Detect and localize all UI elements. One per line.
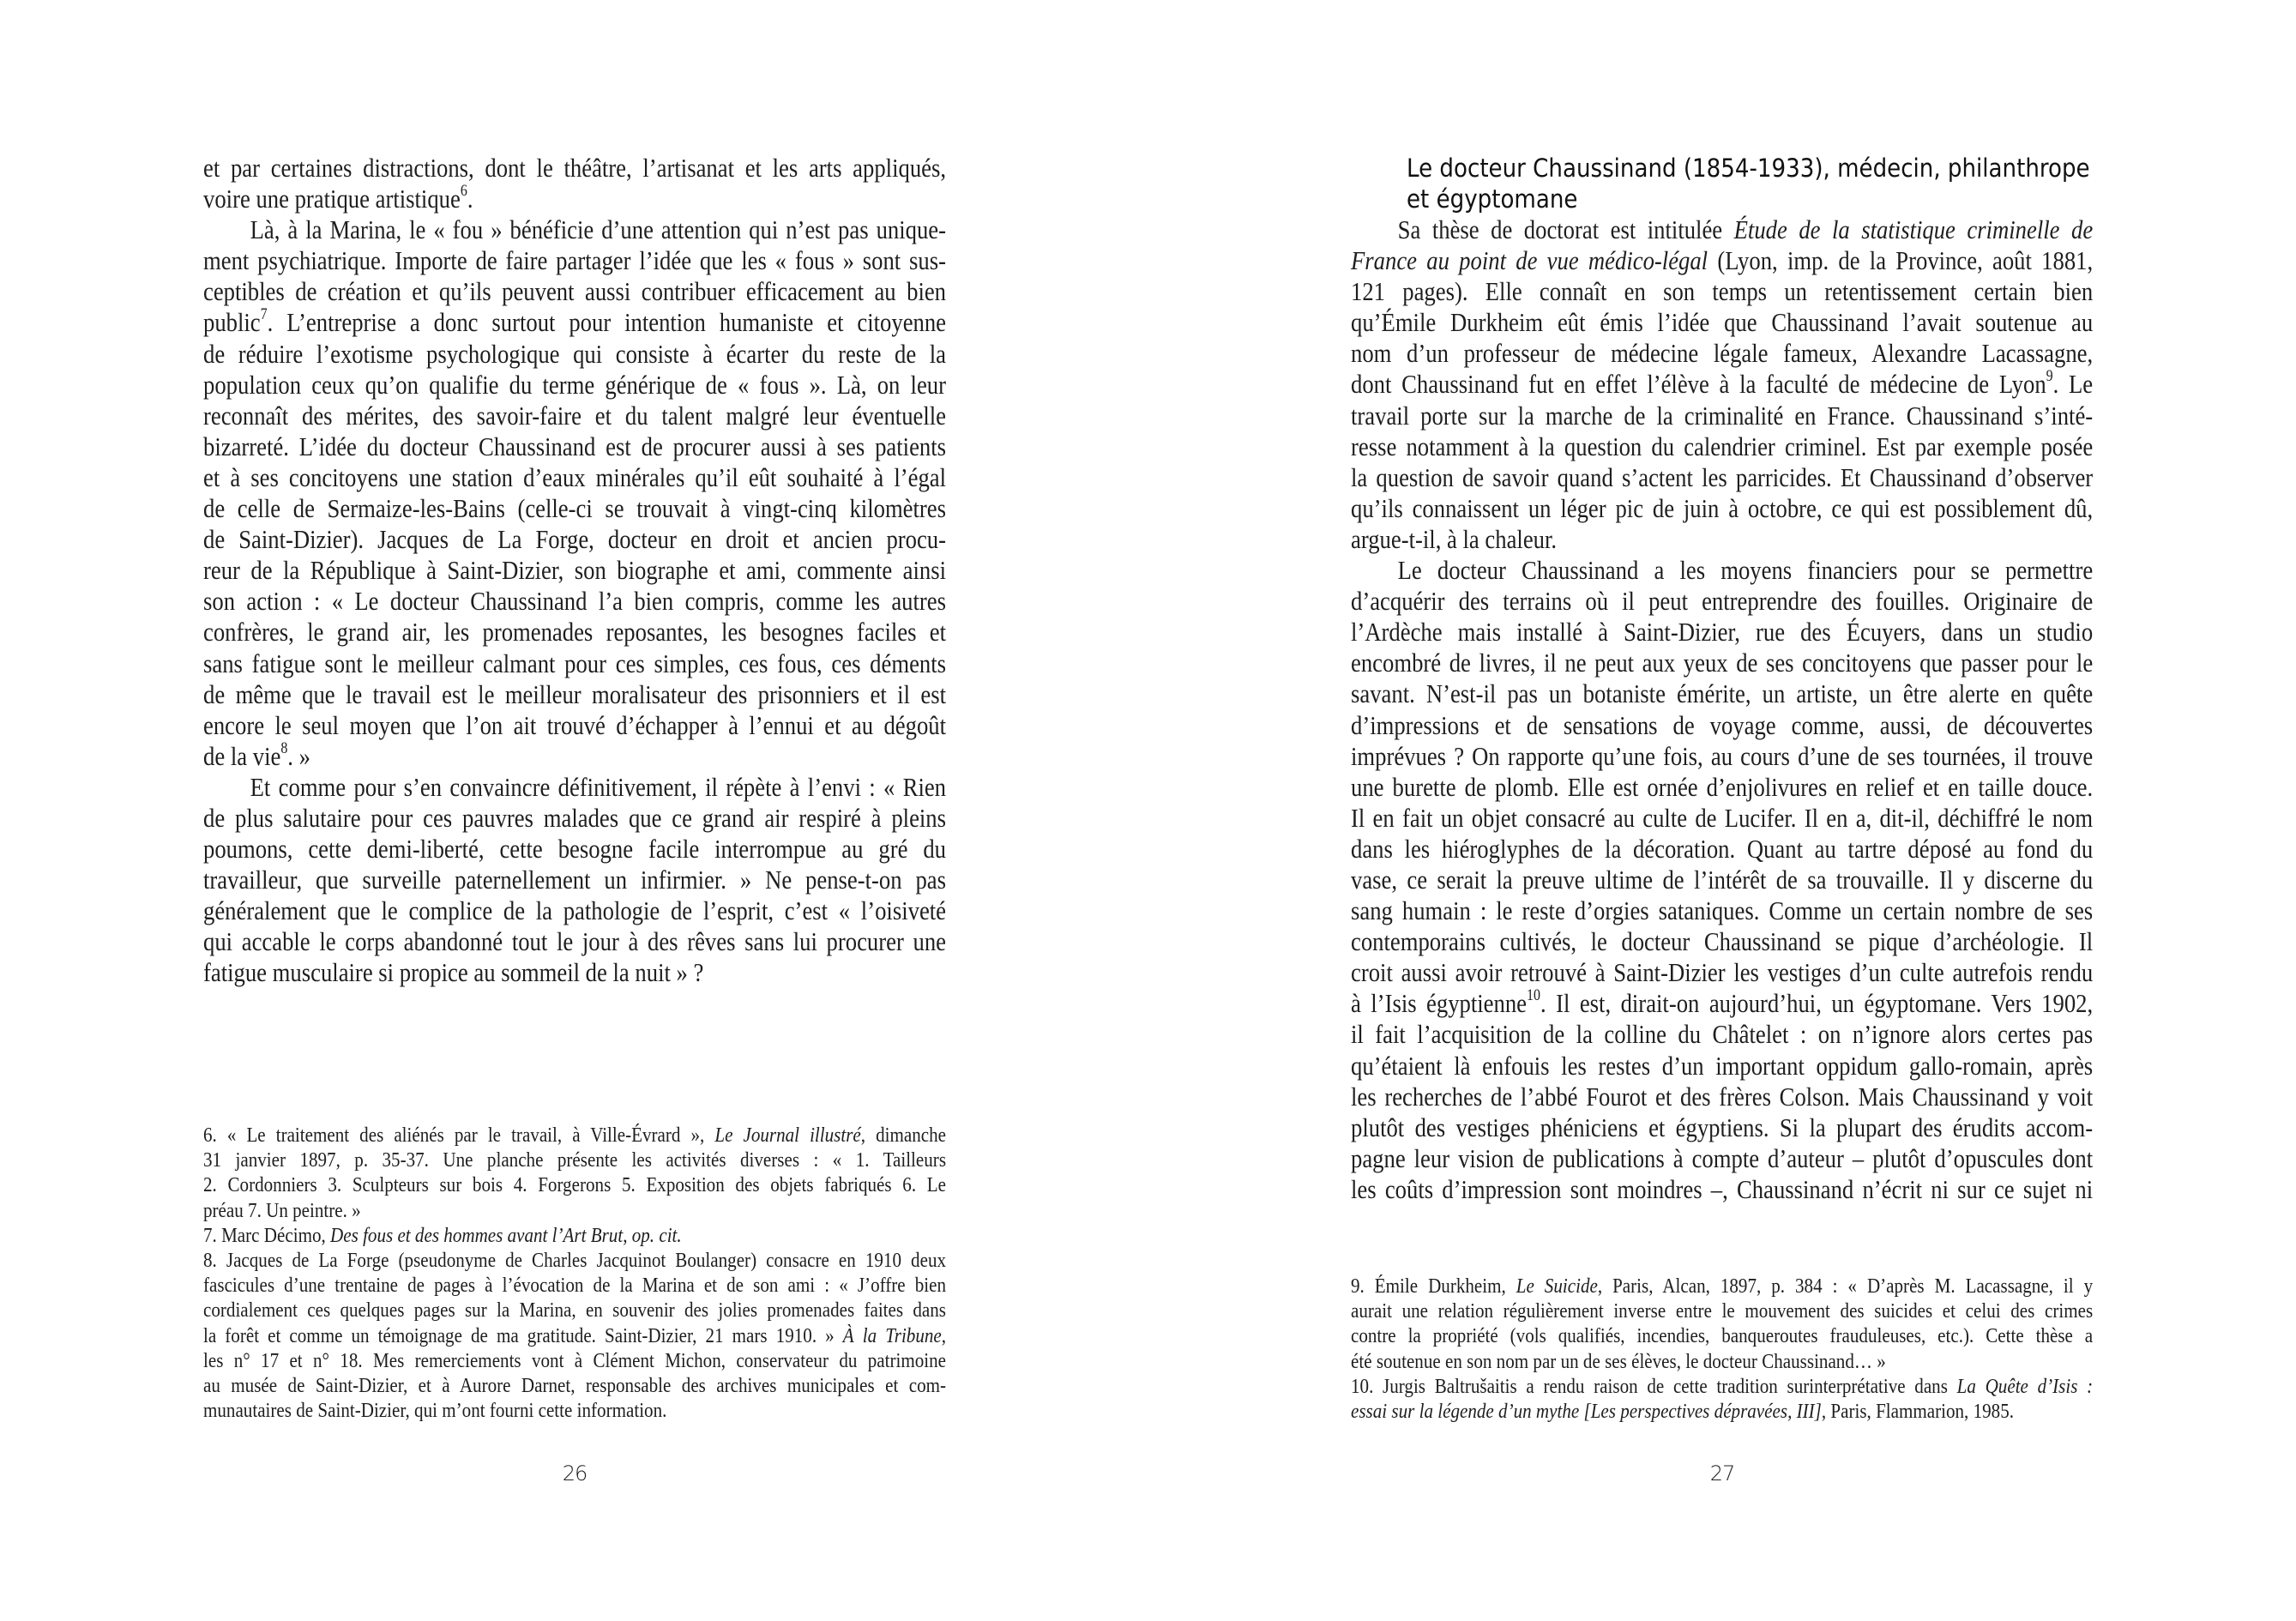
text-segment: imprévues ? On rapporte qu’une fois, au cours d’une de ses tournées, il trouve [1351, 740, 2094, 771]
text-segment: , [623, 1223, 632, 1247]
text-segment: argue-t-il, à la chaleur. [1351, 523, 1558, 554]
text-line [1351, 1051, 2093, 1082]
text-line [1351, 957, 2093, 988]
text-segment: Des fous et des hommes avant l’Art Brut [330, 1223, 624, 1247]
text-line [1351, 1082, 2093, 1112]
text-segment: vase, ce serait la preuve ultime de l’intérêt de sa trouvaille. Il y discerne du [1351, 864, 2094, 895]
right-body-text [1351, 214, 2093, 1205]
text-line [203, 679, 946, 710]
text-line [1351, 803, 2093, 834]
text-line [203, 214, 946, 245]
text-line [1351, 1323, 2093, 1348]
text-line [203, 1248, 946, 1273]
left-footnotes [203, 1123, 946, 1423]
text-segment: qu’étaient là enfouis les restes d’un important oppidum gallo-romain, après [1351, 1050, 2094, 1081]
text-line [203, 245, 946, 276]
section-heading [1407, 153, 2101, 214]
text-segment: qu’Émile Durkheim eût émis l’idée que Chaussinand l’avait soutenue au [1351, 307, 2094, 338]
text-line [203, 617, 946, 648]
text-segment: Étude de la statistique criminelle de [1733, 214, 2094, 244]
text-line [1351, 988, 2093, 1019]
footnote-reference: 8 [280, 738, 288, 757]
text-segment: munautaires de Saint-Dizier, qui m’ont fourni cette information. [203, 1399, 667, 1423]
text-segment: sans fatigue sont le meilleur calmant pour ces simples, ces fous, ces déments [203, 648, 947, 678]
text-line [203, 431, 946, 462]
text-segment: la forêt et comme un témoignage de ma gratitude. Saint-Dizier, 21 mars 1910. » [203, 1323, 843, 1347]
footnote-reference: 6 [460, 182, 467, 201]
text-segment: confrères, le grand air, les promenades reposantes, les besognes faciles et [203, 617, 947, 648]
text-segment: op. cit. [631, 1223, 682, 1247]
text-line [1351, 307, 2093, 338]
text-line [1351, 555, 2093, 586]
text-line [203, 1348, 946, 1373]
left-body-text [203, 153, 946, 989]
text-segment: sang humain : le reste d’orgies sataniques. Comme un certain nombre de ses [1351, 895, 2094, 926]
section-heading-line: Le docteur Chaussinand (1854-1933), médecin, philanthrope [1407, 154, 2090, 183]
text-segment: de même que le travail est le meilleur moralisateur des prisonniers et il est [203, 678, 947, 709]
text-segment: croit aussi avoir retrouvé à Saint-Dizier les vestiges d’un culte autrefois rendu [1351, 957, 2094, 988]
text-segment: . [467, 184, 473, 214]
text-segment: . L’entreprise a donc surtout pour intention humaniste et citoyenne [267, 307, 947, 338]
text-line [203, 462, 946, 493]
text-line [1351, 1349, 2093, 1374]
text-segment: les coûts d’impression sont moindres –, Chaussinand n’écrit ni sur ce sujet ni [1351, 1173, 2094, 1204]
text-line [203, 1298, 946, 1323]
text-segment: cordialement ces quelques pages sur la Marina, en souvenir des jolies promenades faites dans [203, 1299, 947, 1323]
text-segment: plutôt des vestiges phéniciens et égyptiens. Si la plupart des érudits accom- [1351, 1112, 2094, 1142]
text-segment: population ceux qu’on qualifie du terme générique de « fous ». Là, on leur [203, 369, 947, 400]
text-segment: de réduire l’exotisme psychologique qui consiste à écarter du reste de la [203, 338, 947, 369]
text-segment: généralement que le complice de la pathologie de l’esprit, c’est « l’oisiveté [203, 895, 947, 926]
text-line [1351, 1143, 2093, 1174]
text-line [1351, 276, 2093, 307]
text-segment: une burette de plomb. Elle est ornée d’enjolivures en relief et en taille douce. [1351, 771, 2094, 802]
page-right [1148, 0, 2296, 1621]
text-segment: de la vie [203, 740, 281, 771]
text-segment: . » [287, 740, 310, 771]
text-line [1351, 245, 2093, 276]
text-segment: ment psychiatrique. Importe de faire partager l’idée que les « fous » sont sus- [203, 245, 947, 276]
text-segment: 9. Émile Durkheim, [1351, 1275, 1516, 1298]
text-line [203, 307, 946, 338]
text-line [203, 710, 946, 741]
text-segment: reur de la République à Saint-Dizier, son biographe et ami, commente ainsi [203, 555, 947, 586]
footnote-reference: 7 [260, 305, 268, 324]
text-segment: pagne leur vision de publications à compte d’auteur – plutôt d’opuscules dont [1351, 1142, 2094, 1173]
text-line [1351, 1374, 2093, 1399]
text-line [203, 957, 946, 988]
footnote-reference: 10 [1527, 986, 1541, 1005]
text-line [1351, 648, 2093, 678]
page-number-left: 26 [562, 1461, 588, 1485]
text-segment: resse notamment à la question du calendrier criminel. Est par exemple posée [1351, 431, 2094, 461]
text-segment: aurait une relation régulièrement inverse entre le mouvement des suicides et celui des crimes [1351, 1299, 2094, 1323]
text-segment: 31 janvier 1897, p. 35-37. Une planche présente les activités diverses : « 1. Tailleurs [203, 1148, 947, 1172]
text-line [203, 865, 946, 895]
text-segment: dans les hiéroglyphes de la décoration. Quant au tartre déposé au fond du [1351, 833, 2094, 864]
text-segment: La Quête d’Isis : [1956, 1374, 2094, 1398]
text-segment: Le Journal illustré [714, 1124, 861, 1147]
text-line [1351, 895, 2093, 926]
text-segment: À la Tribune [842, 1323, 942, 1347]
text-line [203, 524, 946, 555]
text-line [1351, 710, 2093, 741]
text-line [203, 1273, 946, 1298]
text-segment: Là, à la Marina, le « fou » bénéficie d’une attention qui n’est pas unique- [250, 214, 947, 245]
text-segment: , Paris, Flammarion, 1985. [1821, 1399, 2015, 1423]
text-segment: travailleur, que surveille paternellement un infirmier. » Ne pense-t-on pas [203, 865, 947, 895]
text-segment: savant. N’est-il pas un botaniste émérite, un artiste, un être alerte en quête [1351, 678, 2094, 709]
text-segment: contre la propriété (vols qualifiés, incendies, banqueroutes frauduleuses, etc.). Cette thèse a [1351, 1324, 2094, 1348]
section-heading-line: et égyptomane [1407, 184, 1578, 214]
text-line [203, 772, 946, 803]
text-segment: dont Chaussinand fut en effet l’élève à la faculté de médecine de Lyon [1351, 369, 2046, 400]
text-segment: , [941, 1323, 947, 1347]
text-line [1351, 431, 2093, 462]
text-segment: nom d’un professeur de médecine légale fameux, Alexandre Lacassagne, [1351, 338, 2094, 369]
text-segment: à l’Isis égyptienne [1351, 988, 1528, 1019]
text-line [1351, 524, 2093, 555]
text-segment: poumons, cette demi-liberté, cette besogne facile interrompue au gré du [203, 834, 947, 865]
text-line [203, 401, 946, 431]
text-segment: et par certaines distractions, dont le théâtre, l’artisanat et les arts appliqués, [203, 153, 947, 183]
text-line [1351, 1299, 2093, 1323]
text-line [203, 1223, 946, 1248]
text-segment: les n° 17 et n° 18. Mes remerciements vont à Clément Michon, conservateur du patrimoine [203, 1348, 947, 1372]
text-segment: , dimanche [860, 1124, 947, 1147]
text-segment: au musée de Saint-Dizier, et à Aurore Darnet, responsable des archives municipales et com- [203, 1373, 947, 1397]
text-line [1351, 401, 2093, 431]
text-line [1351, 338, 2093, 369]
text-line [1351, 772, 2093, 803]
text-line [203, 586, 946, 617]
text-line [1351, 865, 2093, 895]
text-segment: qu’ils connaissent un léger pic de juin à octobre, ce qui est possiblement dû, [1351, 492, 2094, 523]
text-segment: contemporains cultivés, le docteur Chaussinand se pique d’archéologie. Il [1351, 926, 2094, 957]
text-line [203, 895, 946, 926]
text-line [203, 834, 946, 865]
text-segment: public [203, 307, 261, 338]
text-line [203, 555, 946, 586]
text-segment: son action : « Le docteur Chaussinand l’a bien compris, comme les autres [203, 586, 947, 617]
text-segment: d’acquérir des terrains où il peut entreprendre des fouilles. Originaire de [1351, 586, 2094, 617]
text-line [1351, 741, 2093, 772]
text-line [203, 1123, 946, 1148]
text-line [203, 339, 946, 370]
text-segment: Et comme pour s’en convaincre définitivement, il répète à l’envi : « Rien [250, 771, 947, 802]
text-line [203, 493, 946, 524]
text-segment: Le docteur Chaussinand a les moyens financiers pour se permettre [1397, 555, 2094, 586]
page-number-right: 27 [1709, 1461, 1735, 1485]
text-segment: 7. Marc Décimo, [203, 1223, 331, 1247]
text-segment: encore le seul moyen que l’on ait trouvé d’échapper à l’ennui et au dégoût [203, 709, 947, 740]
text-segment: et à ses concitoyens une station d’eaux minérales qu’il eût souhaité à l’égal [203, 461, 947, 492]
text-line [1351, 214, 2093, 245]
text-line [203, 648, 946, 679]
text-line [203, 153, 946, 184]
text-segment: qui accable le corps abandonné tout le jour à des rêves sans lui procurer une [203, 926, 947, 957]
text-segment: ceptibles de création et qu’ils peuvent aussi contribuer efficacement au bien [203, 276, 947, 307]
text-segment: Sa thèse de doctorat est intitulée [1397, 214, 1734, 244]
text-line [1351, 617, 2093, 648]
text-line [1351, 493, 2093, 524]
text-line [203, 738, 946, 772]
text-line [203, 1172, 946, 1197]
footnote-reference: 9 [2046, 367, 2053, 386]
text-segment: (Lyon, imp. de la Province, août 1881, [1708, 245, 2094, 276]
text-segment: Il en fait un objet consacré au culte de Lucifer. Il en a, dit-il, déchiffré le nom [1351, 802, 2094, 833]
text-line [203, 1198, 946, 1223]
text-line [203, 1398, 946, 1423]
text-segment: essai sur la légende d’un mythe [Les perspectives dépravées, III] [1351, 1399, 1822, 1423]
text-segment: Le Suicide [1516, 1275, 1598, 1298]
text-segment: bizarreté. L’idée du docteur Chaussinand est de procurer aussi à ses patients [203, 431, 947, 461]
text-line [1351, 1399, 2093, 1424]
text-segment: . Il est, dirait-on aujourd’hui, un égyptomane. Vers 1902, [1540, 988, 2094, 1019]
text-segment: l’Ardèche mais installé à Saint-Dizier, rue des Écuyers, dans un studio [1351, 617, 2094, 648]
text-line [203, 1148, 946, 1172]
text-segment: . Le [2052, 369, 2094, 400]
text-segment: de Saint-Dizier). Jacques de La Forge, docteur en droit et ancien procu- [203, 524, 947, 555]
text-segment: 6. « Le traitement des aliénés par le travail, à Ville-Évrard », [203, 1124, 715, 1147]
text-line [1351, 678, 2093, 709]
text-line [1351, 1112, 2093, 1143]
text-line [1351, 369, 2093, 400]
text-segment: voire une pratique artistique [203, 184, 461, 214]
text-segment: préau 7. Un peintre. » [203, 1198, 361, 1222]
text-line [1351, 586, 2093, 617]
text-segment: encombré de livres, il ne peut aux yeux de ses concitoyens que passer pour le [1351, 648, 2094, 678]
text-segment: les recherches de l’abbé Fourot et des frères Colson. Mais Chaussinand y voit [1351, 1081, 2094, 1112]
text-segment: de plus salutaire pour ces pauvres malades que ce grand air respiré à pleins [203, 802, 947, 833]
text-line [1351, 1174, 2093, 1205]
text-segment: 121 pages). Elle connaît en son temps un retentissement certain bien [1351, 276, 2094, 307]
text-segment: France au point de vue médico-légal [1351, 245, 1708, 276]
text-segment: d’impressions et de sensations de voyage comme, aussi, de découvertes [1351, 709, 2094, 740]
text-segment: de celle de Sermaize-les-Bains (celle-ci se trouvait à vingt-cinq kilomètres [203, 493, 947, 524]
text-segment: fatigue musculaire si propice au sommeil de la nuit » ? [203, 957, 704, 988]
text-segment: 8. Jacques de La Forge (pseudonyme de Charles Jacquinot Boulanger) consacre en 1910 deux [203, 1248, 947, 1272]
text-segment: 10. Jurgis Baltrušaitis a rendu raison de cette tradition surinterprétative dans [1351, 1374, 1957, 1398]
text-segment: été soutenue en son nom par un de ses élèves, le docteur Chaussinand… » [1351, 1349, 1886, 1373]
text-segment: travail porte sur la marche de la criminalité en France. Chaussinand s’inté- [1351, 400, 2094, 431]
text-line [1351, 834, 2093, 865]
text-line [203, 803, 946, 834]
text-segment: , Paris, Alcan, 1897, p. 384 : « D’après M. Lacassagne, il y [1597, 1275, 2094, 1298]
text-segment: reconnaît des mérites, des savoir-faire et du talent malgré leur éventuelle [203, 400, 947, 431]
text-line [1351, 926, 2093, 957]
text-line [203, 184, 946, 214]
text-line [203, 926, 946, 957]
text-line [203, 1323, 946, 1348]
text-segment: 2. Cordonniers 3. Sculpteurs sur bois 4. Forgerons 5. Exposition des objets fabriqués 6. Le [203, 1173, 947, 1197]
text-line [1351, 462, 2093, 493]
text-segment: il fait l’acquisition de la colline du Châtelet : on n’ignore alors certes pas [1351, 1019, 2094, 1050]
text-line [203, 1373, 946, 1398]
right-footnotes [1351, 1274, 2093, 1424]
text-segment: fascicules d’une trentaine de pages à l’évocation de la Marina et de son ami : « J’offre bien [203, 1274, 947, 1298]
text-line [1351, 1019, 2093, 1050]
text-segment: la question de savoir quand s’actent les parricides. Et Chaussinand d’observer [1351, 461, 2094, 492]
text-line [203, 276, 946, 307]
text-line [1351, 1274, 2093, 1299]
text-line [203, 370, 946, 401]
